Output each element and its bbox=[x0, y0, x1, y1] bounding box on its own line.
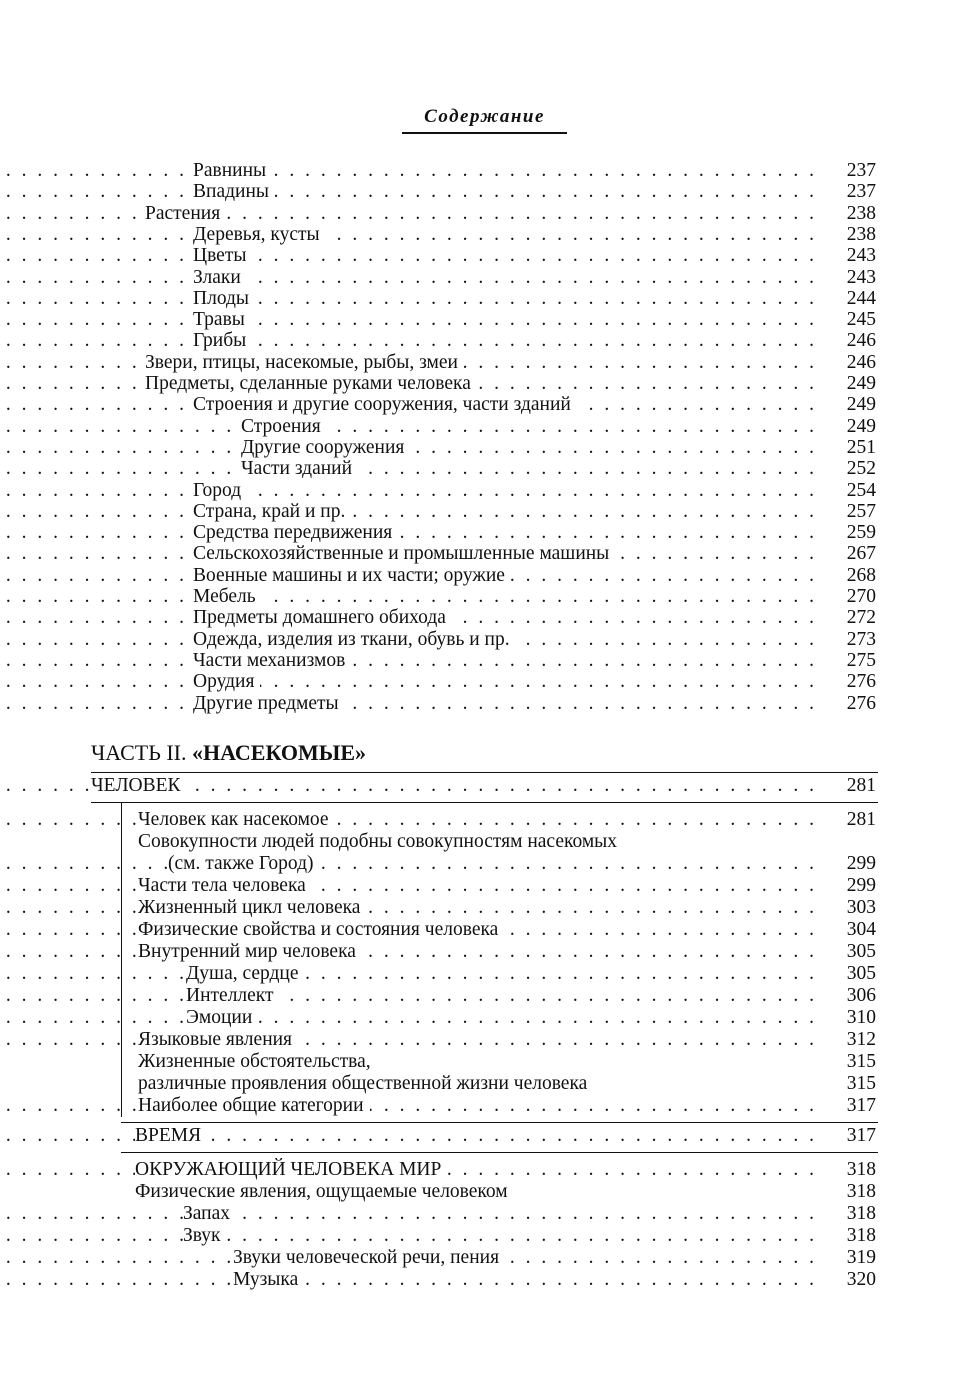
toc-entry-title: Звери, птицы, насекомые, рыбы, змеи bbox=[145, 352, 464, 374]
leader-dots bbox=[0, 1029, 814, 1051]
toc-entry[interactable] bbox=[0, 1247, 876, 1269]
toc-entry[interactable] bbox=[0, 1095, 876, 1117]
leader-dots bbox=[0, 985, 814, 1007]
toc-entry-page: 257 bbox=[846, 500, 876, 522]
toc-entry-title: Строения и другие сооружения, части зданий bbox=[193, 394, 577, 416]
toc-entry[interactable] bbox=[0, 1181, 876, 1203]
toc-entry-title: Растения bbox=[145, 203, 226, 225]
toc-entry-title: Орудия bbox=[193, 671, 260, 693]
toc-entry[interactable] bbox=[0, 416, 876, 438]
toc-entry-page: 238 bbox=[846, 223, 876, 245]
leader-dots bbox=[0, 693, 814, 715]
toc-entry-title: Части зданий bbox=[241, 458, 358, 480]
toc-entry-title: Другие сооружения bbox=[241, 437, 410, 459]
part-title bbox=[91, 740, 366, 766]
toc-entry-title: Части механизмов bbox=[193, 650, 351, 672]
part-label: ЧАСТЬ II. bbox=[91, 740, 187, 765]
toc-entry[interactable] bbox=[0, 586, 876, 608]
leader-dots bbox=[0, 586, 814, 608]
toc-entry-page: 237 bbox=[846, 160, 876, 181]
toc-entry[interactable] bbox=[0, 288, 876, 310]
toc-entry-title: Человек как насекомое bbox=[138, 809, 335, 831]
toc-entry[interactable] bbox=[0, 203, 876, 225]
toc-entry-title: Травы bbox=[193, 309, 251, 331]
toc-entry[interactable] bbox=[0, 831, 876, 853]
leader-dots bbox=[0, 853, 814, 875]
part-name: «НАСЕКОМЫЕ» bbox=[192, 740, 367, 765]
toc-entry-page: 268 bbox=[846, 564, 876, 586]
leader-dots bbox=[0, 671, 814, 693]
toc-entry-page: 267 bbox=[846, 543, 876, 565]
leader-dots bbox=[0, 941, 814, 963]
leader-dots bbox=[0, 501, 814, 523]
toc-entry-page: 272 bbox=[846, 607, 876, 629]
leader-dots bbox=[0, 1225, 814, 1247]
toc-entry-title: Физические явления, ощущаемые человеком bbox=[135, 1181, 514, 1203]
toc-entry-title: Другие предметы bbox=[193, 693, 345, 715]
toc-entry-page: 303 bbox=[846, 897, 876, 918]
toc-section-vremya[interactable] bbox=[0, 1125, 876, 1147]
toc-entry-title: Грибы bbox=[193, 330, 252, 352]
toc-entry-title: Звуки человеческой речи, пения bbox=[233, 1247, 505, 1269]
toc-entry-page: 246 bbox=[846, 330, 876, 352]
toc-entry[interactable] bbox=[0, 853, 876, 875]
toc-entry-page: 243 bbox=[846, 245, 876, 267]
toc-entry-title: Части тела человека bbox=[138, 875, 312, 897]
toc-entry-page: 237 bbox=[846, 181, 876, 203]
toc-entry-page: 249 bbox=[846, 373, 876, 394]
toc-entry-page: 259 bbox=[846, 522, 876, 544]
toc-entry-page: 299 bbox=[846, 853, 876, 874]
toc-entry-title: Деревья, кусты bbox=[193, 224, 326, 246]
toc-entry[interactable] bbox=[0, 181, 876, 203]
toc-entry[interactable] bbox=[0, 522, 876, 544]
toc-entry-title: (см. также Город) bbox=[168, 853, 320, 875]
toc-entry[interactable] bbox=[0, 352, 876, 374]
toc-entry-title: Интеллект bbox=[186, 985, 280, 1007]
toc-entry[interactable] bbox=[0, 1225, 876, 1247]
toc-entry[interactable] bbox=[0, 309, 876, 331]
toc-entry[interactable] bbox=[0, 1029, 876, 1051]
toc-entry-title: Равнины bbox=[193, 160, 272, 182]
toc-entry[interactable] bbox=[0, 1203, 876, 1225]
leader-dots bbox=[0, 875, 814, 897]
toc-entry[interactable] bbox=[0, 543, 876, 565]
toc-entry[interactable] bbox=[0, 480, 876, 502]
toc-entry-title: Сельскохозяйственные и промышленные машины bbox=[193, 543, 615, 565]
toc-entry[interactable] bbox=[0, 330, 876, 352]
leader-dots bbox=[0, 650, 814, 672]
toc-section-chelovek[interactable] bbox=[0, 775, 876, 797]
leader-dots bbox=[0, 458, 814, 480]
leader-dots bbox=[0, 245, 814, 267]
toc-entry-title: Душа, сердце bbox=[186, 963, 305, 985]
toc-entry-title: различные проявления общественной жизни человека bbox=[138, 1073, 593, 1095]
page-header-title: Содержание bbox=[402, 106, 567, 134]
toc-entry[interactable] bbox=[0, 160, 876, 182]
toc-entry[interactable] bbox=[0, 897, 876, 919]
toc-entry-page: 273 bbox=[846, 628, 876, 650]
toc-entry-title: Наиболее общие категории bbox=[138, 1095, 370, 1117]
toc-entry-page: 318 bbox=[846, 1225, 876, 1246]
toc-entry-page: 315 bbox=[846, 1051, 876, 1072]
toc-entry-page: 270 bbox=[846, 586, 876, 607]
leader-dots bbox=[0, 267, 814, 289]
toc-entry[interactable] bbox=[0, 267, 876, 289]
toc-entry[interactable] bbox=[0, 875, 876, 897]
toc-entry-title: Военные машины и их части; оружие bbox=[193, 565, 511, 587]
toc-entry-page: 275 bbox=[846, 649, 876, 671]
toc-entry-page: 243 bbox=[846, 266, 876, 288]
leader-dots bbox=[0, 1007, 814, 1029]
toc-entry-title: Жизненные обстоятельства, bbox=[138, 1051, 377, 1073]
section-time-bottom-rule bbox=[121, 1152, 878, 1153]
toc-entry[interactable] bbox=[0, 919, 876, 941]
leader-dots bbox=[0, 809, 814, 831]
toc-entry-page: 246 bbox=[846, 351, 876, 373]
leader-dots bbox=[0, 1095, 814, 1117]
toc-entry-page: 317 bbox=[846, 1095, 876, 1116]
toc-entry-title: Предметы домашнего обихода bbox=[193, 607, 452, 629]
leader-dots bbox=[0, 330, 814, 352]
toc-entry-title: Цветы bbox=[193, 245, 252, 267]
toc-entry-page: 315 bbox=[846, 1073, 876, 1094]
leader-dots bbox=[0, 288, 814, 310]
toc-entry-title: Совокупности людей подобны совокупностям насекомых bbox=[138, 831, 623, 853]
toc-entry-page: 276 bbox=[846, 692, 876, 714]
toc-entry[interactable] bbox=[0, 693, 876, 715]
toc-entry-title: Внутренний мир человека bbox=[138, 941, 362, 963]
toc-entry-page: 305 bbox=[846, 941, 876, 962]
leader-dots bbox=[0, 203, 814, 225]
toc-entry[interactable] bbox=[0, 1007, 876, 1029]
toc-entry[interactable] bbox=[0, 437, 876, 459]
toc-entry[interactable] bbox=[0, 394, 876, 416]
leader-dots bbox=[0, 181, 814, 203]
toc-entry-page: 276 bbox=[846, 671, 876, 693]
leader-dots bbox=[0, 160, 814, 182]
toc-entry-title: Средства передвижения bbox=[193, 522, 398, 544]
toc-entry[interactable] bbox=[0, 458, 876, 480]
toc-entry-page: 318 bbox=[846, 1159, 876, 1180]
toc-entry-title: Предметы, сделанные руками человека bbox=[145, 373, 477, 395]
toc-entry-page: 304 bbox=[846, 919, 876, 940]
toc-entry-page: 281 bbox=[846, 809, 876, 830]
toc-entry-title: Плоды bbox=[193, 288, 255, 310]
toc-entry-title: Строения bbox=[241, 416, 327, 438]
toc-entry[interactable] bbox=[0, 1051, 876, 1073]
toc-entry-title: Языковые явления bbox=[138, 1029, 298, 1051]
toc-entry-title: Страна, край и пр. bbox=[193, 501, 351, 523]
toc-entry-title: Мебель bbox=[193, 586, 262, 608]
section-bottom-rule bbox=[91, 802, 878, 803]
toc-section-world[interactable] bbox=[0, 1159, 876, 1181]
toc-entry-title: ВРЕМЯ bbox=[135, 1125, 207, 1147]
toc-entry[interactable] bbox=[0, 1073, 876, 1095]
toc-entry-title: ЧЕЛОВЕК bbox=[91, 775, 187, 797]
toc-entry[interactable] bbox=[0, 224, 876, 246]
section-top-rule bbox=[91, 772, 878, 773]
toc-entry-page: 306 bbox=[846, 985, 876, 1006]
toc-entry-page: 318 bbox=[846, 1181, 876, 1202]
toc-entry-page: 317 bbox=[846, 1125, 876, 1146]
toc-entry-title: Эмоции bbox=[186, 1007, 258, 1029]
toc-entry-page: 249 bbox=[846, 415, 876, 437]
toc-entry[interactable] bbox=[0, 963, 876, 985]
toc-entry[interactable] bbox=[0, 565, 876, 587]
toc-entry-page: 281 bbox=[846, 775, 876, 796]
toc-entry-page: 305 bbox=[846, 963, 876, 984]
toc-entry-title: Одежда, изделия из ткани, обувь и пр. bbox=[193, 629, 516, 651]
toc-entry[interactable] bbox=[0, 245, 876, 267]
toc-entry-title: Злаки bbox=[193, 267, 247, 289]
toc-entry-title: Жизненный цикл человека bbox=[138, 897, 366, 919]
toc-entry[interactable] bbox=[0, 607, 876, 629]
leader-dots bbox=[0, 522, 814, 544]
toc-entry-title: Музыка bbox=[233, 1269, 304, 1291]
leader-dots bbox=[0, 897, 814, 919]
running-header bbox=[0, 106, 969, 134]
toc-entry[interactable] bbox=[0, 650, 876, 672]
toc-entry-page: 319 bbox=[846, 1247, 876, 1268]
toc-entry-page: 320 bbox=[846, 1269, 876, 1290]
toc-entry-page: 245 bbox=[846, 309, 876, 331]
toc-entry-page: 244 bbox=[846, 287, 876, 309]
toc-entry-page: 249 bbox=[846, 394, 876, 416]
toc-entry-page: 312 bbox=[846, 1029, 876, 1050]
toc-entry-title: Запах bbox=[183, 1203, 236, 1225]
section-time-rule bbox=[121, 1122, 878, 1123]
toc-entry[interactable] bbox=[0, 941, 876, 963]
toc-entry-title: Физические свойства и состояния человека bbox=[138, 919, 504, 941]
toc-entry-title: Впадины bbox=[193, 181, 275, 203]
toc-entry[interactable] bbox=[0, 501, 876, 523]
toc-entry[interactable] bbox=[0, 373, 876, 395]
toc-entry[interactable] bbox=[0, 985, 876, 1007]
toc-entry[interactable] bbox=[0, 809, 876, 831]
leader-dots bbox=[0, 224, 814, 246]
toc-entry-page: 299 bbox=[846, 875, 876, 896]
leader-dots bbox=[0, 1269, 814, 1291]
toc-entry-page: 254 bbox=[846, 479, 876, 501]
toc-entry-page: 318 bbox=[846, 1203, 876, 1224]
toc-entry-page: 310 bbox=[846, 1007, 876, 1028]
toc-entry-page: 238 bbox=[846, 202, 876, 224]
leader-dots bbox=[0, 963, 814, 985]
toc-entry-page: 251 bbox=[846, 436, 876, 458]
toc-entry[interactable] bbox=[0, 1269, 876, 1291]
leader-dots bbox=[0, 1203, 814, 1225]
toc-entry-title: Город bbox=[193, 480, 247, 502]
leader-dots bbox=[0, 416, 814, 438]
leader-dots bbox=[0, 309, 814, 331]
toc-entry[interactable] bbox=[0, 671, 876, 693]
toc-entry[interactable] bbox=[0, 629, 876, 651]
toc-entry-title: Звук bbox=[183, 1225, 227, 1247]
toc-entry-page: 252 bbox=[846, 458, 876, 480]
leader-dots bbox=[0, 480, 814, 502]
toc-entry-title: ОКРУЖАЮЩИЙ ЧЕЛОВЕКА МИР bbox=[135, 1159, 447, 1181]
